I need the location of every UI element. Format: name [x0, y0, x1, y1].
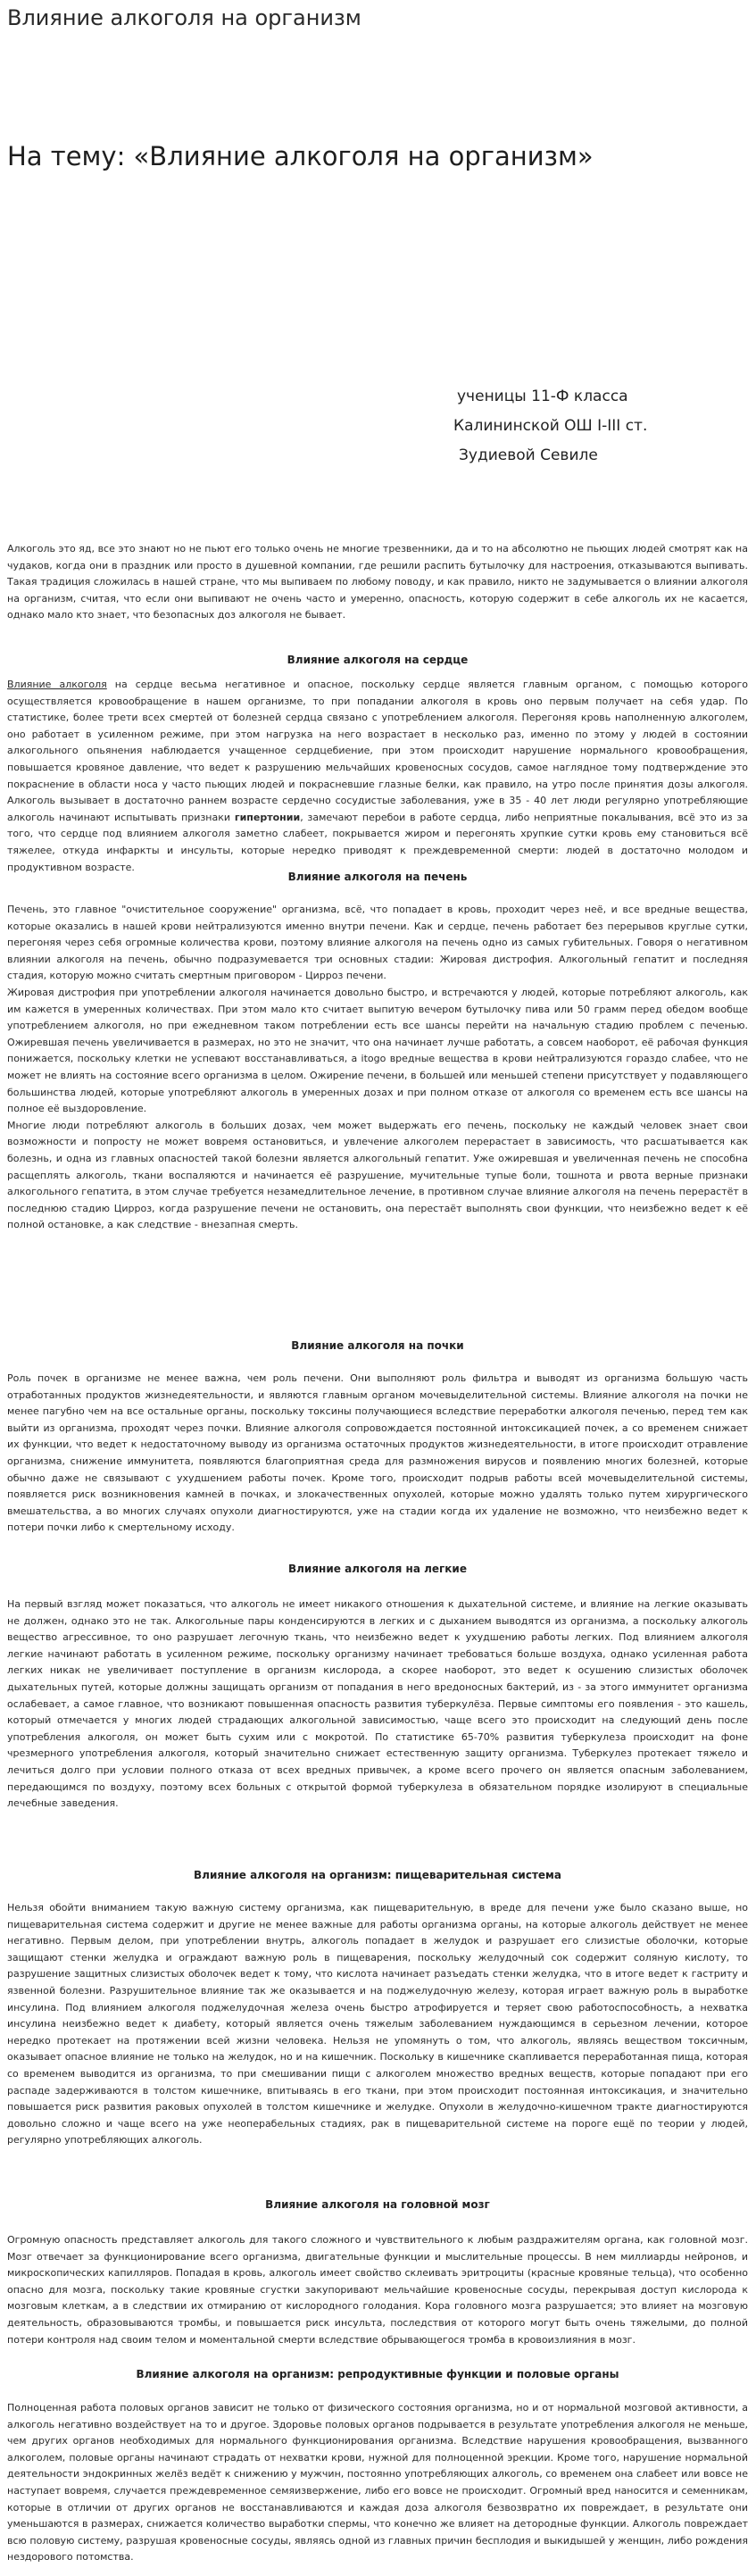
section-heart: [7, 677, 748, 873]
author-name: Зудиевой Севиле: [459, 446, 598, 464]
intro-text: Алкоголь это яд, все это знают но не пьют его только очень не многие трезвенники, да и то на абсолютно не пьющих людей смотрят как на чудаков, когда они в праздник или просто в душевной компании, где решили распить бутылочку для настроения, отказываются выпивать. Такая традиция сложилась в нашей стране, что мы выпиваем по любому поводу, и как правило, никто не задумывается о влиянии алкоголя на организм, считая, что если они выпивают не очень часто и умеренно, опасность, которую содержит в себе алкоголь их не касается, однако мало кто знает, что безопасных доз алкоголя не бывает.: [7, 543, 748, 621]
kidneys-text: Роль почек в организме не менее важна, чем роль печени. Они выполняют роль фильтра и выводят из организма большую часть отработанных продуктов жизнедеятельности, и являются главным органом мочевыделительной системы. Влияние алкоголя на почки не менее пагубно чем на все остальные органы, поскольку токсины получающиеся вследствие переработки алкоголя печенью, перед тем как выйти из организма, проходят через почки. Влияние алкоголя сопровождается постоянной интоксикацией почек, а со временем снижает их функции, что ведет к недостаточному выводу из организма остаточных продуктов жизнедеятельности, в итоге происходит отравление организма, снижение иммунитета, появляются благоприятная среда для размножения вирусов и появлению многих болезней, которые обычно даже не связывают с ухудшением работы почек. Кроме того, происходит подрыв работы всей мочевыделительной системы, появляется риск возникновения камней в почках, и злокачественных опухолей, которые можно удалять только путем хирургического вмешательства, а во многих случаях опухоли диагностируются, уже на стадии когда их удаление не возможно, что неизбежно ведет к потери почки либо к смертельному исходу.: [7, 1372, 748, 1534]
section-brain: [7, 2232, 748, 2366]
heart-link[interactable]: Влияние алкоголя: [7, 679, 107, 690]
section-liver: [7, 902, 748, 1330]
heading-liver: Влияние алкоголя на печень: [287, 871, 468, 883]
digestive-text: Нельзя обойти вниманием такую важную систему организма, как пищеварительную, в вреде для печени уже было сказано выше, но пищеварительная система содержит и другие не менее важные для работы организма органы, на которые алкоголь действует не менее негативно. Первым делом, при употреблении внутрь, алкоголь попадает в желудок и разрушает его слизистые оболочки, которые защищают стенки желудка и ограждают важную роль в пищеварения, поскольку желудочный сок содержит соляную кислоту, то разрушение защитных слизистых оболочек ведет к тому, что кислота начинает разъедать стенки желудка, что в итоге ведет к гастриту и язвенной болезни. Разрушительное влияние так же оказывается и на поджелудочную железу, которая играет важную роль в выработке инсулина. Под влиянием алкоголя поджелудочная железа очень быстро атрофируется и теряет свою работоспособность, а нехватка инсулина неизбежно ведет к диабету, который является очень тяжелым заболеванием нуждающимся в серьезном лечении, которое нередко протекает на протяжении всей жизни человека. Нельзя не упомянуть о том, что алкоголь, являясь веществом токсичным, оказывает опасное влияние не только на желудок, но и на кишечник. Поскольку в кишечнике скапливается переработанная пища, которая со временем выводится из организма, то при смешивании пищи с алкоголем множество вредных веществ, которые попадают при его распаде задерживаются в толстом кишечнике, впитываясь в его ткани, при этом происходит постоянная интоксикация, и значительно повышается риск развития раковых опухолей в толстом кишечнике и желудке. Опухоли в желудочно-кишечном тракте диагностируются довольно сложно и чаще всего на уже неоперабельных стадиях, рак в пищеварительной системе на пороге ещё по теории у людей, регулярно употребляющих алкоголь.: [7, 1902, 748, 2147]
intro-paragraph: [7, 541, 748, 645]
author-block: [453, 382, 748, 471]
topic-title: На тему: «Влияние алкоголя на организм»: [7, 141, 594, 171]
heart-bold-term: гипертонии: [234, 811, 301, 823]
reproductive-text: Полноценная работа половых органов зависит не только от физического состояния организма, но и от нормальной мозговой активности, а алкоголь негативно воздействует на то и другое. Здоровье половых органов подрывается в результате употребления алкоголя не меньше, чем других органов необходимых для нормального функционирования организма. Вследствие нарушения кровообращения, вызванного алкоголем, половые органы начинают страдать от нехватки крови, нужной для полноценной эрекции. Кроме того, нарушение нормальной деятельности эндокринных желёз ведёт к снижению у мужчин, постоянно употребляющих алкоголь, со временем она слабеет или вовсе не наступает вовремя, случается преждевременное семяизвержение, либо его вовсе не происходит. Огромный вред наносится и семенникам, которые в отличии от других органов не восстанавливаются и каждая доза алкоголя безвозвратно их повреждает, в результате они уменьшаются в размерах, снижается количество выработки спермы, что конечно же влияет на детородные функции. Алкоголь повреждает всю половую систему, разрушая кровеносные сосуды, являясь одной из главных причин бесплодия и выкидышей у женщин, либо рождения нездорового потомства.: [7, 2402, 748, 2563]
heading-lungs: Влияние алкоголя на легкие: [288, 1563, 467, 1575]
document-title: Влияние алкоголя на организм: [7, 5, 361, 30]
section-lungs: [7, 1596, 748, 1860]
heart-text-part2: , замечают перебои в работе сердца, либо неприятные покалывания, всё это из за того, что сердце под влиянием алкоголя заметно слабеет, покрывается жиром и перегонять хрупкие сутки кровь ему становиться всё тяжелее, откуда инфаркты и инсульты, которые нередко приводят к преждевременной смерти: людей в достаточно молодом и продуктивном возрасте.: [7, 811, 748, 873]
heading-heart: Влияние алкоголя на сердце: [287, 654, 469, 666]
heading-reproductive: Влияние алкоголя на организм: репродуктивные функции и половые органы: [136, 2368, 619, 2380]
author-class: ученицы 11-Ф класса: [457, 388, 628, 405]
author-school: Калининской ОШ I-III ст.: [453, 417, 648, 435]
liver-text: Печень, это главное "очистительное сооружение" организма, всё, что попадает в кровь, проходит через неё, и все вредные вещества, которые оказались в нашей крови нейтрализуются именно внутри печени. Как и сердце, печень работает без перерывов круглые сутки, перегоняя через себя огромные количества крови, поэтому влияние алкоголя на печень одно из самых губительных. Говоря о негативном влиянии алкоголя на печень, обычно подразумевается три основных стадии: Жировая дистрофия. Алкогольный гепатит и последняя стадия, которую можно считать смертным приговором - Цирроз печени. Жировая дистрофия при употреблении алкоголя начинается довольно быстро, и встречаются у людей, которые потребляют алкоголь, как им кажется в умеренных количествах. При этом мало кто считает выпитую вечером бутылочку пива или 50 грамм перед обедом вообще употреблением алкоголя, но при ежедневном таком потреблении есть все шансы перейти на начальную стадию проблем с печенью. Ожиревшая печень увеличивается в размерах, но это не значит, что она начинает лучше работать, а совсем наоборот, её рабочая функция понижается, поскольку клетки не успевают восстанавливаться, а itogo вредные вещества в крови нейтрализуются гораздо слабее, что не может не влиять на состояние всего организма в целом. Ожирение печени, в большей или меньшей степени присутствует у подавляющего большинства людей, которые употребляют алкоголь в умеренных дозах и при полном отказе от алкоголя со временем есть все шансы на полное её выздоровление. Многие люди потребляют алкоголь в больших дозах, чем может выдержать его печень, поскольку не каждый человек знает свои возможности и попросту не может вовремя остановиться, и увлечение алкоголем перерастает в зависимость, что расшатывается как болезнь, и одна из главных опасностей такой болезни является алкогольный гепатит. Уже ожиревшая и увеличенная печень не способна расщеплять алкоголь, ткани воспаляются и начинается её разрушение, мучительные тупые боли, тошнота и рвота верные признаки алкогольного гепатита, в этом случае требуется незамедлительное лечение, в противном случае влияние алкоголя на печень перерастёт в последнюю стадию Цирроз, когда разрушение печени не остановить, она перестаёт выполнять свои функции, что неизбежно ведет к её полной остановке, а как следствие - внезапная смерть.: [7, 904, 748, 1231]
heart-text-part1: на сердце весьма негативное и опасное, поскольку сердце является главным органом, с помощью которого осуществляется кровообращение в нашем организме, то при попадании алкоголя в кровь оно первым получает на себя удар. По статистике, более трети всех смертей от болезней сердца связано с употреблением алкоголя. Перегоняя кровь наполненную алкоголем, оно работает в усиленном режиме, при этом нагрузка на него возрастает в несколько раз, именно по этому у людей в состоянии алкогольного опьянения наблюдается учащенное сердцебиение, при этом происходит нарушение нормального кровообращения, повышается кровяное давление, что ведет к разрушению мельчайших кровеносных сосудов, самое наглядное тому подтверждение это покраснение в области носа у часто пьющих людей и покрасневшие глазные белки, как правило, на утро после принятия дозы алкоголя. Алкоголь вызывает в достаточно раннем возрасте сердечно сосудистые заболевания, уже в 35 - 40 лет люди регулярно употребляющие алкоголь начинают испытывать признаки: [7, 679, 748, 823]
heart-text: [7, 677, 748, 876]
lungs-text: На первый взгляд может показаться, что алкоголь не имеет никакого отношения к дыхательной системе, и влияние на легкие оказывать не должен, однако это не так. Алкогольные пары конденсируются в легких и с дыханием выводятся из организма, а поскольку алкоголь вещество агрессивное, то оно разрушает легочную ткань, что неизбежно ведет к ухудшению работы легких. Под влиянием алкоголя легкие начинают работать в усиленном режиме, поскольку организму начинает требоваться больше воздуха, однако усиленная работа легких никак не увеличивает поступление в организм кислорода, а скорее наоборот, это ведет к осушению слизистых оболочек дыхательных путей, которые должны защищать организм от попадания в него вредоносных бактерий, из - за этого иммунитет организма ослабевает, а самое главное, что возникают повышенная опасность развития туберкулёза. Первые симптомы его появления - это кашель, который отмечается у многих людей страдающих алкогольной зависимостью, чаще всего это происходит на следующий день после употребления алкоголя, он может быть сухим или с мокротой. По статистике 65-70% развития туберкулеза происходит на фоне чрезмерного употребления алкоголя, который значительно снижает естественную защиту организма. Туберкулез протекает тяжело и лечиться долго при условии полного отказа от всех вредных привычек, а кроме всего прочего он является опасным заболеванием, передающимся по воздуху, поэтому всех больных с открытой формой туберкулеза в обязательном порядке изолируют в специальные лечебные заведения.: [7, 1598, 748, 1810]
brain-text: Огромную опасность представляет алкоголь для такого сложного и чувствительного к любым раздражителям органа, как головной мозг. Мозг отвечает за функционирование всего организма, двигательные функции и мыслительные процессы. В нем миллиарды нейронов, и микроскопических капилляров. Попадая в кровь, алкоголь имеет свойство склеивать эритроциты (красные кровяные тельца), что особенно опасно для мозга, поскольку такие кровяные сгустки закупоривают мельчайшие кровеносные сосуды, перекрывая доступ кислорода к мозговым клеткам, а в следствии их отмиранию от кислородного голодания. Кора головного мозга разрушается; это влияет на мозговую деятельность, образовываются тромбы, и повышается риск инсульта, последствия от которого могут быть очень тяжелыми, до полной потери контроля над своим телом и моментальной смерти вследствие обрывающегося тромба в кровоизлияния в мозг.: [7, 2234, 748, 2346]
heading-kidneys: Влияние алкоголя на почки: [291, 1339, 464, 1352]
section-digestive: [7, 1900, 748, 2193]
heading-brain: Влияние алкоголя на головной мозг: [265, 2198, 490, 2211]
section-kidneys: [7, 1371, 748, 1558]
section-reproductive: [7, 2400, 748, 2576]
heading-digestive: Влияние алкоголя на организм: пищеварительная система: [194, 1869, 561, 1881]
